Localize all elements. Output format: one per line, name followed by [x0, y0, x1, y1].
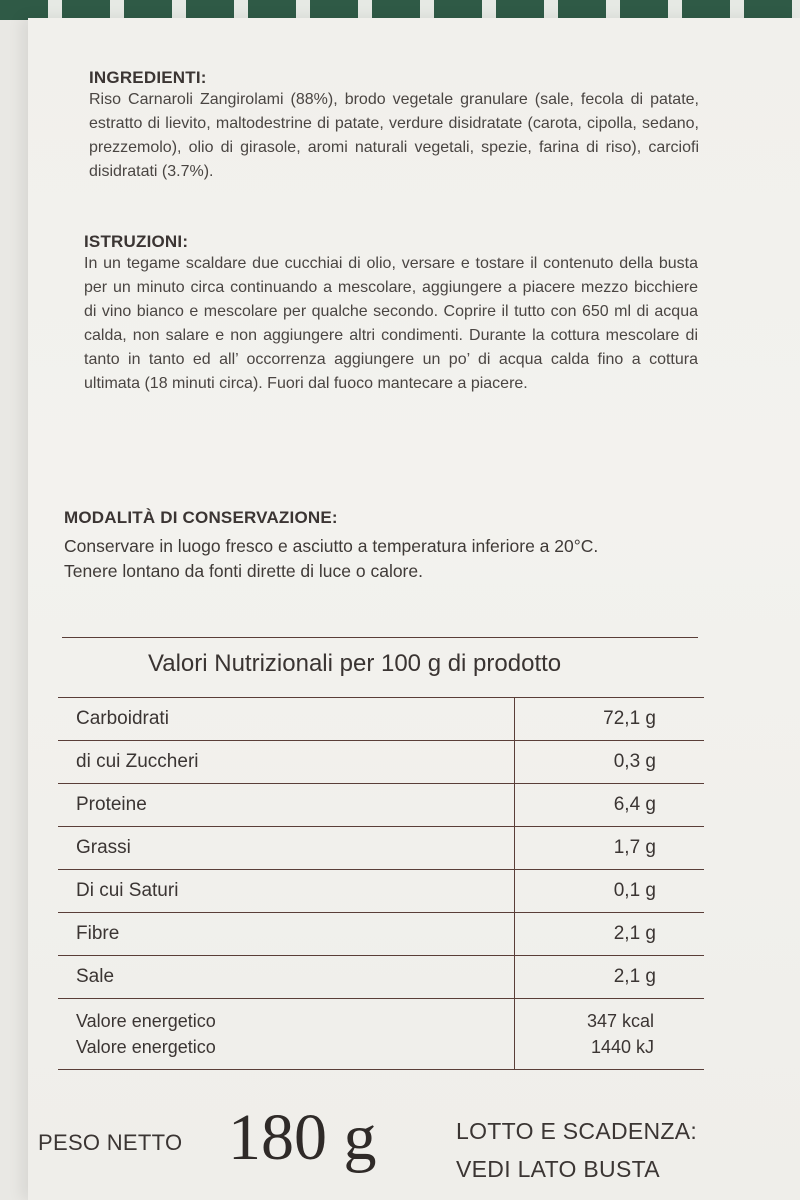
nutrient-name: Grassi — [58, 827, 515, 870]
storage-section — [64, 508, 724, 584]
instructions-text: In un tegame scaldare due cucchiai di olio, versare e tostare il contenuto della busta per un minuto circa continuando a mescolare, aggiungere a piacere mezzo bicchiere di vino bianco e mescolare per qualche secondo. Coprire il tutto con 650 ml di acqua calda, non salare e non aggiungere altri condimenti. Durante la cottura mescolare di tanto in tanto ed all’ occorrenza aggiungere un po’ di acqua calda fino a cottura ultimata (18 minuti circa). Fuori dal fuoco mantecare a piacere. — [84, 255, 698, 392]
table-row — [58, 784, 704, 827]
energy-name-kcal: Valore energetico — [76, 1011, 216, 1031]
ingredients-text: Riso Carnaroli Zangirolami (88%), brodo vegetale granulare (sale, fecola di patate, estratto di lievito, maltodestrine di patate, verdure disidratate (carota, cipolla, sedano, prezzemolo), olio di girasole, aromi naturali vegetali, spezie, farina di riso), carciofi disidratati (3.7%). — [89, 91, 699, 180]
energy-name-kj: Valore energetico — [76, 1037, 216, 1057]
energy-values — [515, 999, 705, 1070]
ingredients-section — [89, 68, 699, 184]
storage-line-1: Conservare in luogo fresco e asciutto a temperatura inferiore a 20°C. — [64, 536, 599, 556]
nutrient-name: di cui Zuccheri — [58, 741, 515, 784]
table-row — [58, 698, 704, 741]
label-footer — [0, 1100, 800, 1200]
nutrient-value: 6,4 g — [515, 784, 705, 827]
nutrient-value: 72,1 g — [515, 698, 705, 741]
energy-names — [58, 999, 515, 1070]
nutrient-name: Sale — [58, 956, 515, 999]
net-weight-value: 180 g — [228, 1101, 377, 1174]
nutrient-name: Fibre — [58, 913, 515, 956]
table-row — [58, 913, 704, 956]
table-row — [58, 827, 704, 870]
nutrient-value: 0,1 g — [515, 870, 705, 913]
net-weight-label: PESO NETTO — [38, 1130, 183, 1155]
storage-heading: MODALITÀ DI CONSERVAZIONE: — [64, 508, 338, 527]
instructions-section — [84, 232, 698, 396]
instructions-heading: ISTRUZIONI: — [84, 232, 189, 251]
nutrient-name: Di cui Saturi — [58, 870, 515, 913]
energy-value-kcal: 347 kcal — [586, 1011, 654, 1031]
nutrition-table — [58, 697, 704, 1070]
lot-expiry-note: VEDI LATO BUSTA — [456, 1156, 660, 1182]
nutrient-value: 2,1 g — [515, 956, 705, 999]
nutrition-top-rule — [62, 637, 698, 638]
table-row-energy — [58, 999, 704, 1070]
top-green-stripe-band — [0, 0, 800, 20]
nutrient-value: 2,1 g — [515, 913, 705, 956]
nutrient-name: Carboidrati — [58, 698, 515, 741]
storage-line-2: Tenere lontano da fonti dirette di luce o calore. — [64, 561, 423, 581]
table-row — [58, 741, 704, 784]
ingredients-heading: INGREDIENTI: — [89, 68, 207, 87]
table-row — [58, 870, 704, 913]
nutrient-value: 0,3 g — [515, 741, 705, 784]
table-row — [58, 956, 704, 999]
energy-value-kj: 1440 kJ — [590, 1037, 654, 1057]
nutrition-title: Valori Nutrizionali per 100 g di prodotto — [148, 650, 562, 677]
nutrient-name: Proteine — [58, 784, 515, 827]
nutrient-value: 1,7 g — [515, 827, 705, 870]
lot-expiry-label: LOTTO E SCADENZA: — [456, 1118, 698, 1144]
